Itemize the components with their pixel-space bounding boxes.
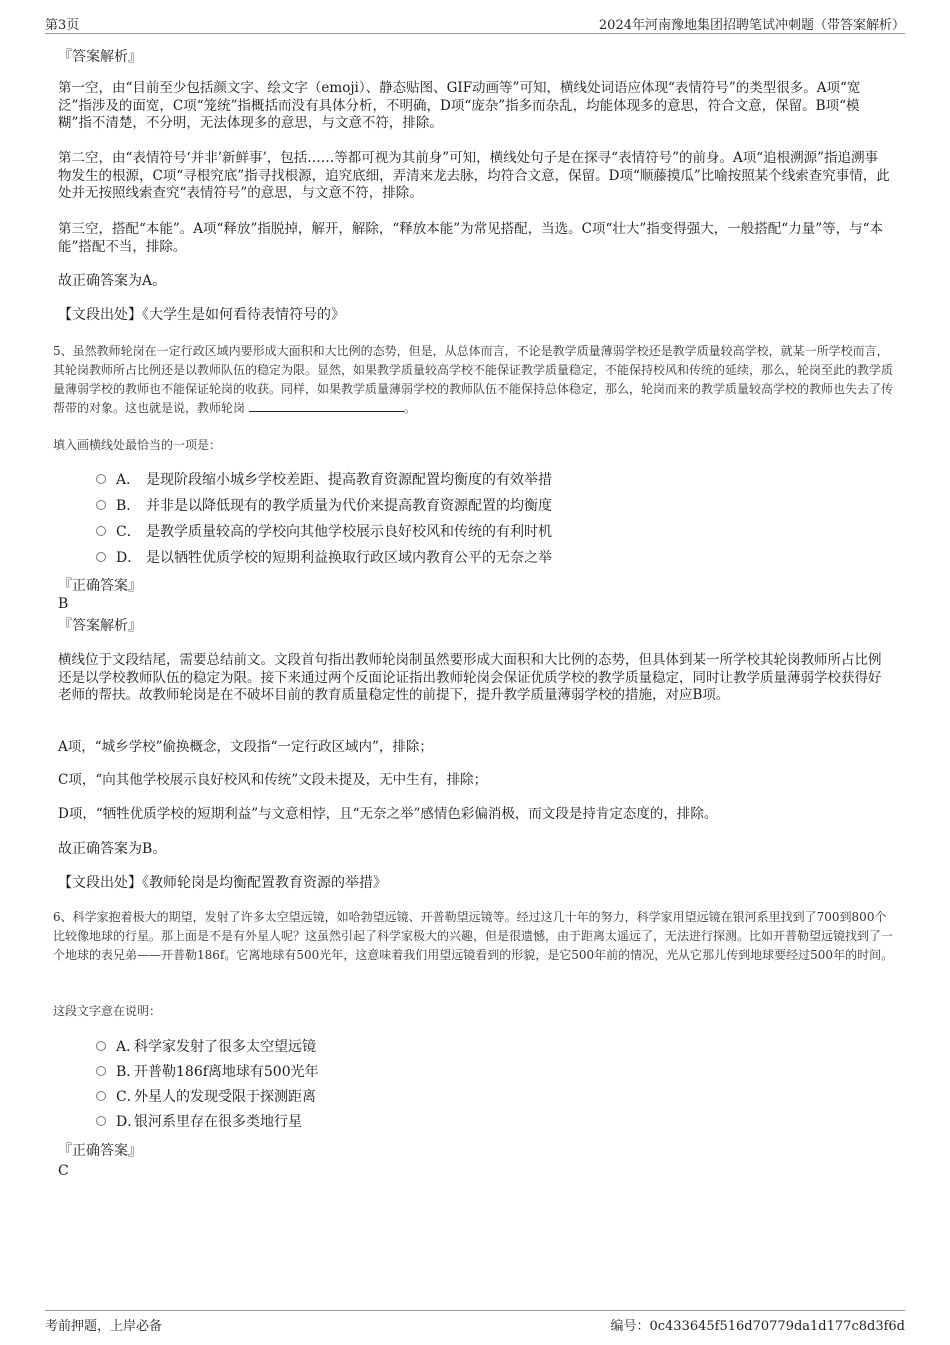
q5-answer-blank xyxy=(249,399,404,412)
q5-question-end: 。 xyxy=(403,401,416,415)
q4-conclusion: 故正确答案为A。 xyxy=(58,273,167,289)
q6-prompt: 这段文字意在说明： xyxy=(53,1004,162,1018)
page-footer xyxy=(45,1315,905,1333)
q4-analysis-paragraph-3: 第三空，搭配“本能”。A项“释放”指脱掉，解开，解除，“释放本能”为常见搭配，当选。C项“壮大”指变得强大，一般搭配“力量”等，与“本能”搭配不当，排除。 xyxy=(58,221,883,255)
header-divider xyxy=(45,33,905,34)
footer-slogan: 考前押题，上岸必备 xyxy=(45,1319,163,1334)
q5-question-text: 5、虽然教师轮岗在一定行政区域内要形成大面积和大比例的态势，但是，从总体而言，不论是教学质量薄弱学校还是教学质量较高学校，就某一所学校而言，其轮岗教师所占比例还是以教师队伍的稳定为限。显然，如果教学质量较高学校不能保证教学质量稳定，不能保持校风和传统的延续，那么，轮岗至此的教学质量薄弱学校的教师也不能保证轮岗的收获。同样，如果教学质量薄弱学校的教师队伍不能保持总体稳定，那么，轮岗而来的教学质量较高学校的教师也失去了传帮带的对象。这也就是说，教师轮岗 xyxy=(53,344,894,415)
footer-divider xyxy=(45,1310,905,1311)
radio-icon[interactable] xyxy=(96,1116,106,1126)
q5-option-b[interactable]: B． 并非是以降低现有的教学质量为代价来提高教育资源配置的均衡度 xyxy=(96,496,552,516)
q5-analysis-paragraph-4: D项，“牺牲优质学校的短期利益”与文意相悖，且“无奈之举”感情色彩偏消极，而文段是持肯定态度的，排除。 xyxy=(58,806,718,822)
q4-analysis-paragraph-1: 第一空，由“目前至少包括颜文字、绘文字（emoji）、静态贴图、GIF动画等”可知，横线处词语应体现“表情符号”的类型很多。A项“宽泛”指涉及的面宽，C项“笼统”指概括而没有具体分析，不明确，D项“庞杂”指多而杂乱，均能体现多的意思，符合文意，保留。B项“模糊”指不清楚，不分明，无法体现多的意思，与文意不符，排除。 xyxy=(58,80,861,131)
q5-analysis-label: 『答案解析』 xyxy=(58,618,142,634)
radio-icon[interactable] xyxy=(96,1066,106,1076)
q5-answer: B xyxy=(58,596,69,612)
radio-icon[interactable] xyxy=(96,1041,106,1051)
document-code-label: 编号： xyxy=(610,1319,650,1334)
q5-analysis-paragraph-2: A项，“城乡学校”偷换概念，文段指“一定行政区域内”，排除； xyxy=(58,739,433,755)
radio-icon[interactable] xyxy=(96,474,106,484)
q4-analysis-label: 『答案解析』 xyxy=(58,49,142,65)
q6-option-b[interactable]: B．开普勒186f离地球有500光年 xyxy=(96,1062,319,1082)
q5-prompt: 填入画横线处最恰当的一项是： xyxy=(53,438,222,452)
q6-option-a[interactable]: A．科学家发射了很多太空望远镜 xyxy=(96,1037,316,1057)
q6-question: 6、科学家抱着极大的期望，发射了许多太空望远镜，如哈勃望远镜、开普勒望远镜等。经过这几十年的努力，科学家用望远镜在银河系里找到了700到800个比较像地球的行星。那上面是不是有外星人呢？这虽然引起了科学家极大的兴趣，但是很遗憾，由于距离太遥远了，无法进行探测。比如开普勒望远镜找到了一个地球的表兄弟——开普勒186f。它离地球有500光年，这意味着我们用望远镜看到的形貌，是它500年前的情况，光从它那儿传到地球要经过500年的时间。 xyxy=(53,910,894,962)
radio-icon[interactable] xyxy=(96,526,106,536)
q5-source: 【文段出处】《教师轮岗是均衡配置教育资源的举措》 xyxy=(58,875,387,891)
q4-source: 【文段出处】《大学生是如何看待表情符号的》 xyxy=(58,307,345,323)
q5-question xyxy=(53,342,895,418)
q6-option-c[interactable]: C．外星人的发现受限于探测距离 xyxy=(96,1087,316,1107)
q5-option-c[interactable]: C． 是教学质量较高的学校向其他学校展示良好校风和传统的有利时机 xyxy=(96,522,552,542)
q5-analysis-paragraph-3: C项，“向其他学校展示良好校风和传统”文段未提及，无中生有，排除； xyxy=(58,772,488,788)
page-header xyxy=(45,14,905,32)
page-number: 第3页 xyxy=(45,18,80,33)
radio-icon[interactable] xyxy=(96,552,106,562)
radio-icon[interactable] xyxy=(96,1091,106,1101)
document-code-value: 0c433645f516d70779da1d177c8d3f6d xyxy=(649,1319,905,1334)
q6-answer: C xyxy=(58,1163,69,1179)
q4-analysis-paragraph-2: 第二空，由“表情符号‘并非’新鲜事’，包括……等都可视为其前身”可知，横线处句子是在探寻“表情符号”的前身。A项“追根溯源”指追溯事物发生的根源，C项“寻根究底”指寻找根源，追究底细，弄清来龙去脉，均符合文意，保留。D项“顺藤摸瓜”比喻按照某个线索查究事情，此处并无按照线索查究“表情符号”的意思，与文意不符，排除。 xyxy=(58,150,890,201)
q6-answer-label: 『正确答案』 xyxy=(58,1143,142,1159)
q5-answer-label: 『正确答案』 xyxy=(58,578,142,594)
q5-option-a[interactable]: A． 是现阶段缩小城乡学校差距、提高教育资源配置均衡度的有效举措 xyxy=(96,470,552,490)
q5-option-d[interactable]: D． 是以牺牲优质学校的短期利益换取行政区域内教育公平的无奈之举 xyxy=(96,548,552,568)
q5-conclusion: 故正确答案为B。 xyxy=(58,841,167,857)
document-code xyxy=(610,1315,905,1334)
radio-icon[interactable] xyxy=(96,500,106,510)
q5-analysis-paragraph-1: 横线位于文段结尾，需要总结前文。文段首句指出教师轮岗制虽然要形成大面积和大比例的态势，但具体到某一所学校其轮岗教师所占比例还是以学校教师队伍的稳定为限。接下来通过两个反面论证指出教师轮岗会保证优质学校的教学质量稳定，同时让教学质量薄弱学校获得好老师的帮扶。故教师轮岗是在不破坏目前的教育质量稳定性的前提下，提升教学质量薄弱学校的措施，对应B项。 xyxy=(58,652,882,703)
q6-option-d[interactable]: D．银河系里存在很多类地行星 xyxy=(96,1112,302,1132)
document-title: 2024年河南豫地集团招聘笔试冲刺题（带答案解析） xyxy=(598,18,905,33)
